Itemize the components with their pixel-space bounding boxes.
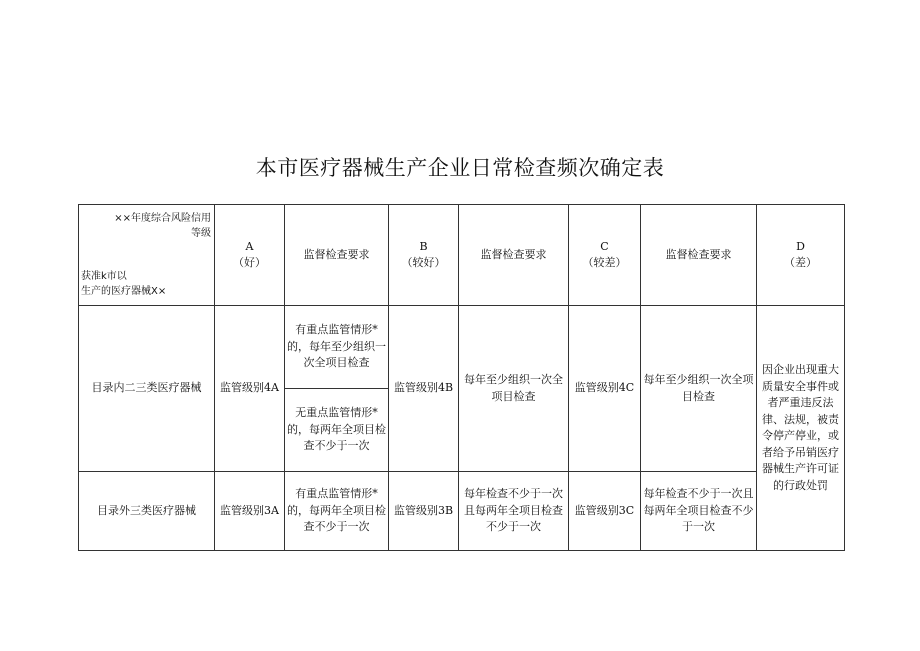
- grade-c-letter: C: [600, 239, 609, 253]
- corner-top-line1: ××年度综合风险信用: [114, 213, 211, 224]
- req-header-c: 监督检查要求: [641, 205, 757, 306]
- a-req-cell: 有重点监管情形*的，每两年全项目检查不少于一次: [285, 472, 389, 551]
- grade-d-letter: D: [796, 239, 805, 253]
- corner-top-label: [114, 211, 211, 241]
- a-level-cell: 监管级别4A: [215, 306, 285, 472]
- header-row: [79, 205, 845, 306]
- b-level-cell: 监管级别3B: [389, 472, 459, 551]
- c-req-cell: 每年检查不少于一次且每两年全项目检查不少于一次: [641, 472, 757, 551]
- c-level-cell: 监管级别4C: [569, 306, 641, 472]
- page-title: 本市医疗器械生产企业日常检查频次确定表: [255, 156, 665, 180]
- b-req-cell: 每年检查不少于一次且每两年全项目检查不少于一次: [459, 472, 569, 551]
- table-row: [79, 472, 845, 551]
- grade-b-letter: B: [419, 239, 428, 253]
- b-level-cell: 监管级别4B: [389, 306, 459, 472]
- category-cell: 目录外三类医疗器械: [79, 472, 215, 551]
- grade-b-header: [389, 205, 459, 306]
- d-description-cell: 因企业出现重大质量安全事件或者严重违反法律、法规，被责令停产停业，或者给予吊销医疗器械生产许可证的行政处罚: [757, 306, 845, 551]
- req-header-a: 监督检查要求: [285, 205, 389, 306]
- inspection-frequency-table: [78, 204, 845, 551]
- grade-d-header: [757, 205, 845, 306]
- a-req-key-cell: 有重点监管情形*的，每年至少组织一次全项目检查: [285, 306, 389, 389]
- grade-c-label: （较差）: [582, 256, 627, 270]
- corner-bottom-line1: 获准k市以: [81, 271, 127, 282]
- corner-bottom-line2: 生产的医疗器械X×: [81, 286, 167, 297]
- grade-a-label: （好）: [233, 256, 266, 270]
- grade-b-label: （较好）: [401, 256, 446, 270]
- corner-top-line2: 等级: [191, 228, 211, 239]
- grade-a-header: [215, 205, 285, 306]
- table-row: [79, 306, 845, 389]
- grade-a-letter: A: [245, 239, 254, 253]
- corner-header-cell: [79, 205, 215, 306]
- grade-d-label: （差）: [784, 256, 817, 270]
- req-header-b: 监督检查要求: [459, 205, 569, 306]
- c-req-cell: 每年至少组织一次全项目检查: [641, 306, 757, 472]
- corner-bottom-label: [81, 269, 166, 299]
- category-cell: 目录内二三类医疗器械: [79, 306, 215, 472]
- b-req-cell: 每年至少组织一次全项目检查: [459, 306, 569, 472]
- c-level-cell: 监管级别3C: [569, 472, 641, 551]
- grade-c-header: [569, 205, 641, 306]
- a-level-cell: 监管级别3A: [215, 472, 285, 551]
- a-req-other-cell: 无重点监管情形*的，每两年全项目检查不少于一次: [285, 389, 389, 472]
